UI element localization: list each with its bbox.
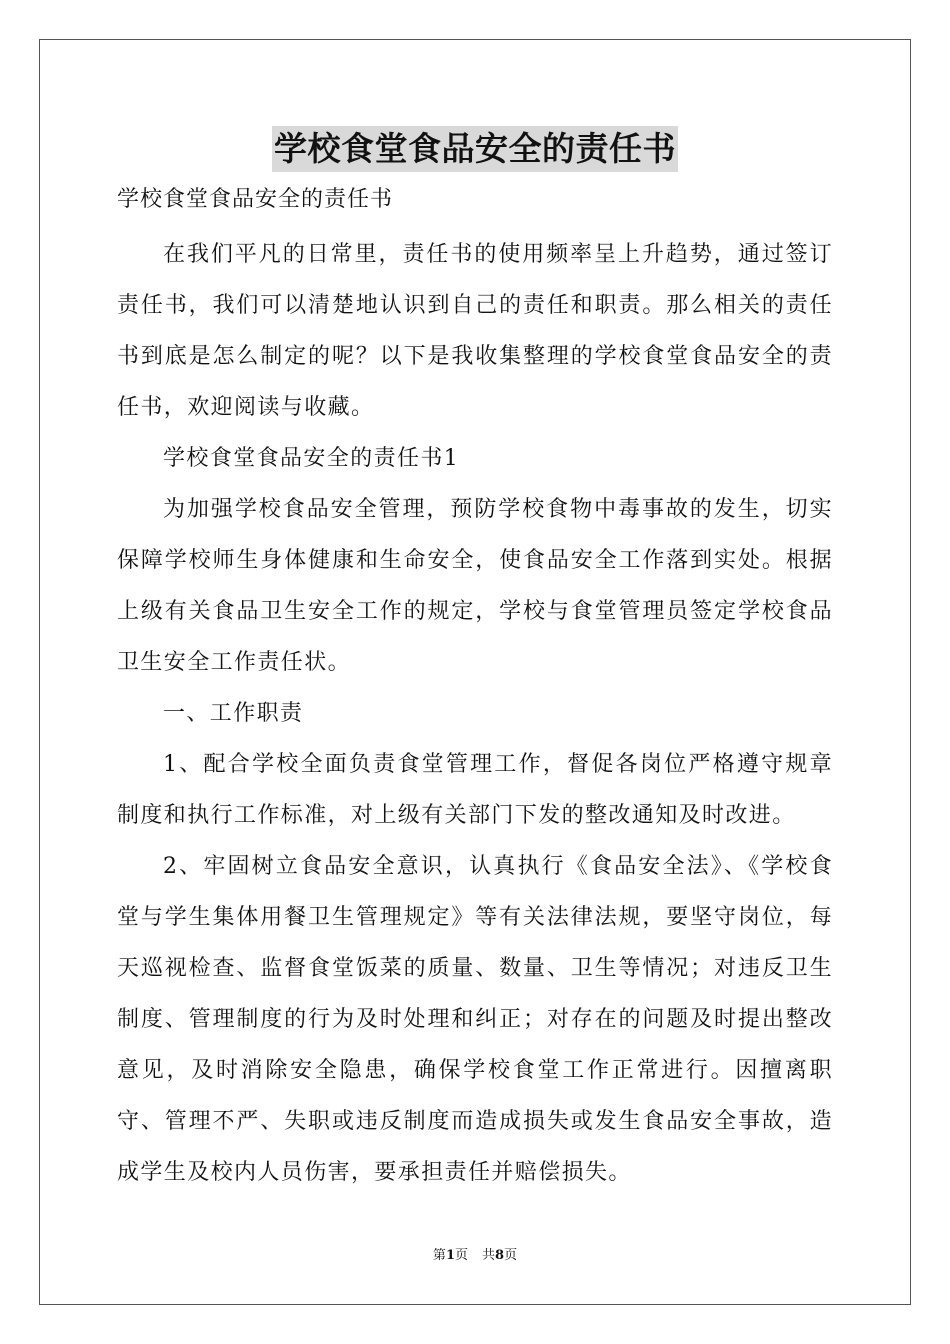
section-heading: 一、工作职责: [163, 701, 304, 726]
page-footer: [0, 1246, 950, 1266]
title-container: [0, 126, 950, 172]
page-prefix: 第: [432, 1248, 446, 1263]
page-number: 1: [445, 1248, 455, 1263]
page-suffix: 页: [454, 1248, 468, 1263]
body-paragraph: 为加强学校食品安全管理，预防学校食物中毒事故的发生，切实保障学校师生身体健康和生命安全，使食品安全工作落到实处。根据上级有关食品卫生安全工作的规定，学校与食堂管理员签定学校食品卫生安全工作责任状。: [117, 497, 833, 675]
intro-paragraph: 在我们平凡的日常里，责任书的使用频率呈上升趋势，通过签订责任书，我们可以清楚地认识到自己的责任和职责。那么相关的责任书到底是怎么制定的呢？以下是我收集整理的学校食堂食品安全的责任书，欢迎阅读与收藏。: [117, 242, 833, 420]
total-pages: 8: [495, 1248, 505, 1263]
document-title: 学校食堂食品安全的责任书: [272, 126, 678, 172]
total-suffix: 页: [504, 1248, 518, 1263]
total-prefix: 共: [482, 1248, 496, 1263]
section-heading: 学校食堂食品安全的责任书1: [163, 446, 460, 471]
list-item: 1、配合学校全面负责食堂管理工作，督促各岗位严格遵守规章制度和执行工作标准，对上级有关部门下发的整改通知及时改进。: [117, 752, 833, 828]
list-item: 2、牢固树立食品安全意识，认真执行《食品安全法》、《学校食堂与学生集体用餐卫生管理规定》等有关法律法规，要坚守岗位，每天巡视检查、监督食堂饭菜的质量、数量、卫生等情况；对违反卫生制度、管理制度的行为及时处理和纠正；对存在的问题及时提出整改意见，及时消除安全隐患，确保学校食堂工作正常进行。因擅离职守、管理不严、失职或违反制度而造成损失或发生食品安全事故，造成学生及校内人员伤害，要承担责任并赔偿损失。: [117, 854, 833, 1185]
document-subtitle: 学校食堂食品安全的责任书: [117, 187, 394, 212]
document-body: [117, 178, 833, 1198]
